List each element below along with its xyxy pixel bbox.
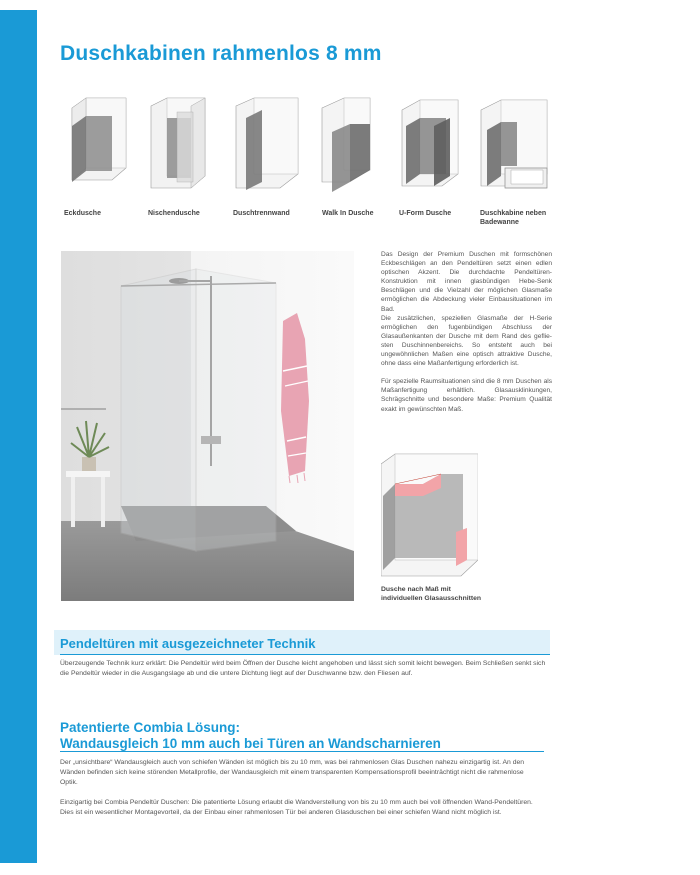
- combia-paragraph-2: Einzigartig bei Combia Pendeltür Duschen: Die patentierte Lösung erlaubt die Wandverstellung von bis zu 10 mm auch bei voll öffnenden Wand-Pendeltüren. Dies ist ein wesentlicher Montagevorteil, da der Einbau einer rahmenlosen Tür bei anderen Glasduschen bei einer schiefen Wand nicht möglich ist.: [60, 799, 533, 816]
- intro-text: [381, 250, 552, 414]
- combia-section-title-line1: Patentierte Combia Lösung:: [60, 720, 241, 735]
- shower-beside-bathtub-icon: [477, 96, 549, 196]
- type-label-bathtub-line2: Badewanne: [480, 219, 519, 226]
- custom-shower-diagram: [381, 452, 478, 578]
- niche-shower-icon: [147, 96, 219, 196]
- type-label-partition: Duschtrennwand: [233, 210, 290, 217]
- top-strip: [0, 0, 700, 10]
- page-title: Duschkabinen rahmenlos 8 mm: [60, 42, 382, 65]
- intro-paragraph-2: Die zusätzlichen, speziellen Glasmaße der H-Serie ermöglichen den fugenbündigen Abschluss der Glasaußenkanten der Dusche mit dem Rand des gefliesten Duschinnenbereichs. So entsteht auch bei ungewöhnlichen Maßen eine optisch attraktive Dusche, ohne dass eine Maßanfertigung erforderlich ist.: [381, 314, 552, 368]
- type-label-bathtub-line1: Duschkabine neben: [480, 210, 547, 217]
- bathroom-photo: [61, 251, 354, 601]
- type-label-corner: Eckdusche: [64, 210, 101, 217]
- type-label-niche: Nischendusche: [148, 210, 200, 217]
- custom-shower-caption-line2: individuellen Glasausschnitten: [381, 595, 482, 602]
- type-label-u-shape: U-Form Dusche: [399, 210, 452, 217]
- type-label-bathtub: [480, 209, 546, 227]
- corner-shower-icon: [62, 96, 134, 196]
- combia-section-divider: [60, 751, 544, 752]
- partition-wall-icon: [232, 96, 304, 196]
- combia-section-title: [60, 720, 441, 751]
- intro-paragraph-3: Für spezielle Raumsituationen sind die 8 mm Duschen als Maßanfertigung erhältlich. Glasausklinkungen, Schrägschnitte und besondere Maße: Premium Qualität exakt im gewünschten Maß.: [381, 378, 552, 413]
- custom-shower-caption: [381, 585, 481, 603]
- combia-paragraph-1: Der „unsichtbare“ Wandausgleich auch von schiefen Wänden ist möglich bis zu 10 mm, was bei rahmenlosen Glas Duschen nahezu einzigartig ist. An den Wänden befinden sich keine störenden Metallprofile, der Wandausgleich mit einem transparenten Kompensationsprofil beeinträchtigt nicht die rahmenlose Optik.: [60, 759, 525, 786]
- pendulum-section-divider: [60, 654, 550, 655]
- pendulum-section-text: Überzeugende Technik kurz erklärt: Die Pendeltür wird beim Öffnen der Dusche leicht angehoben und lässt sich somit leicht bewegen. Beim Schließen senkt sich die Pendeltür wieder in die Ausgangslage ab und die untere Dichtung liegt auf der Duschwanne bzw. den Fliesen auf.: [60, 660, 546, 677]
- intro-paragraph-1: Das Design der Premium Duschen mit formschönen Eckbeschlägen an den Pendeltüren setzt einen edlen optischen Akzent. Die durchdachte Pendeltüren-Konstruktion mit innen glasbündigen Hebe-Senk Beschlägen und die Vielzahl der möglichen Glasmaße ermöglichen die Abdeckung vieler Einbausituationen im Bad.: [381, 251, 552, 313]
- type-label-walk-in: Walk In Dusche: [322, 210, 374, 217]
- side-accent-bar: [0, 10, 37, 863]
- walk-in-shower-icon: [318, 96, 390, 196]
- u-shape-shower-icon: [398, 96, 470, 196]
- combia-section-text: [60, 758, 540, 818]
- combia-section-title-line2: Wandausgleich 10 mm auch bei Türen an Wandscharnieren: [60, 735, 441, 751]
- custom-shower-caption-line1: Dusche nach Maß mit: [381, 586, 451, 593]
- pendulum-section-title: Pendeltüren mit ausgezeichneter Technik: [60, 636, 316, 651]
